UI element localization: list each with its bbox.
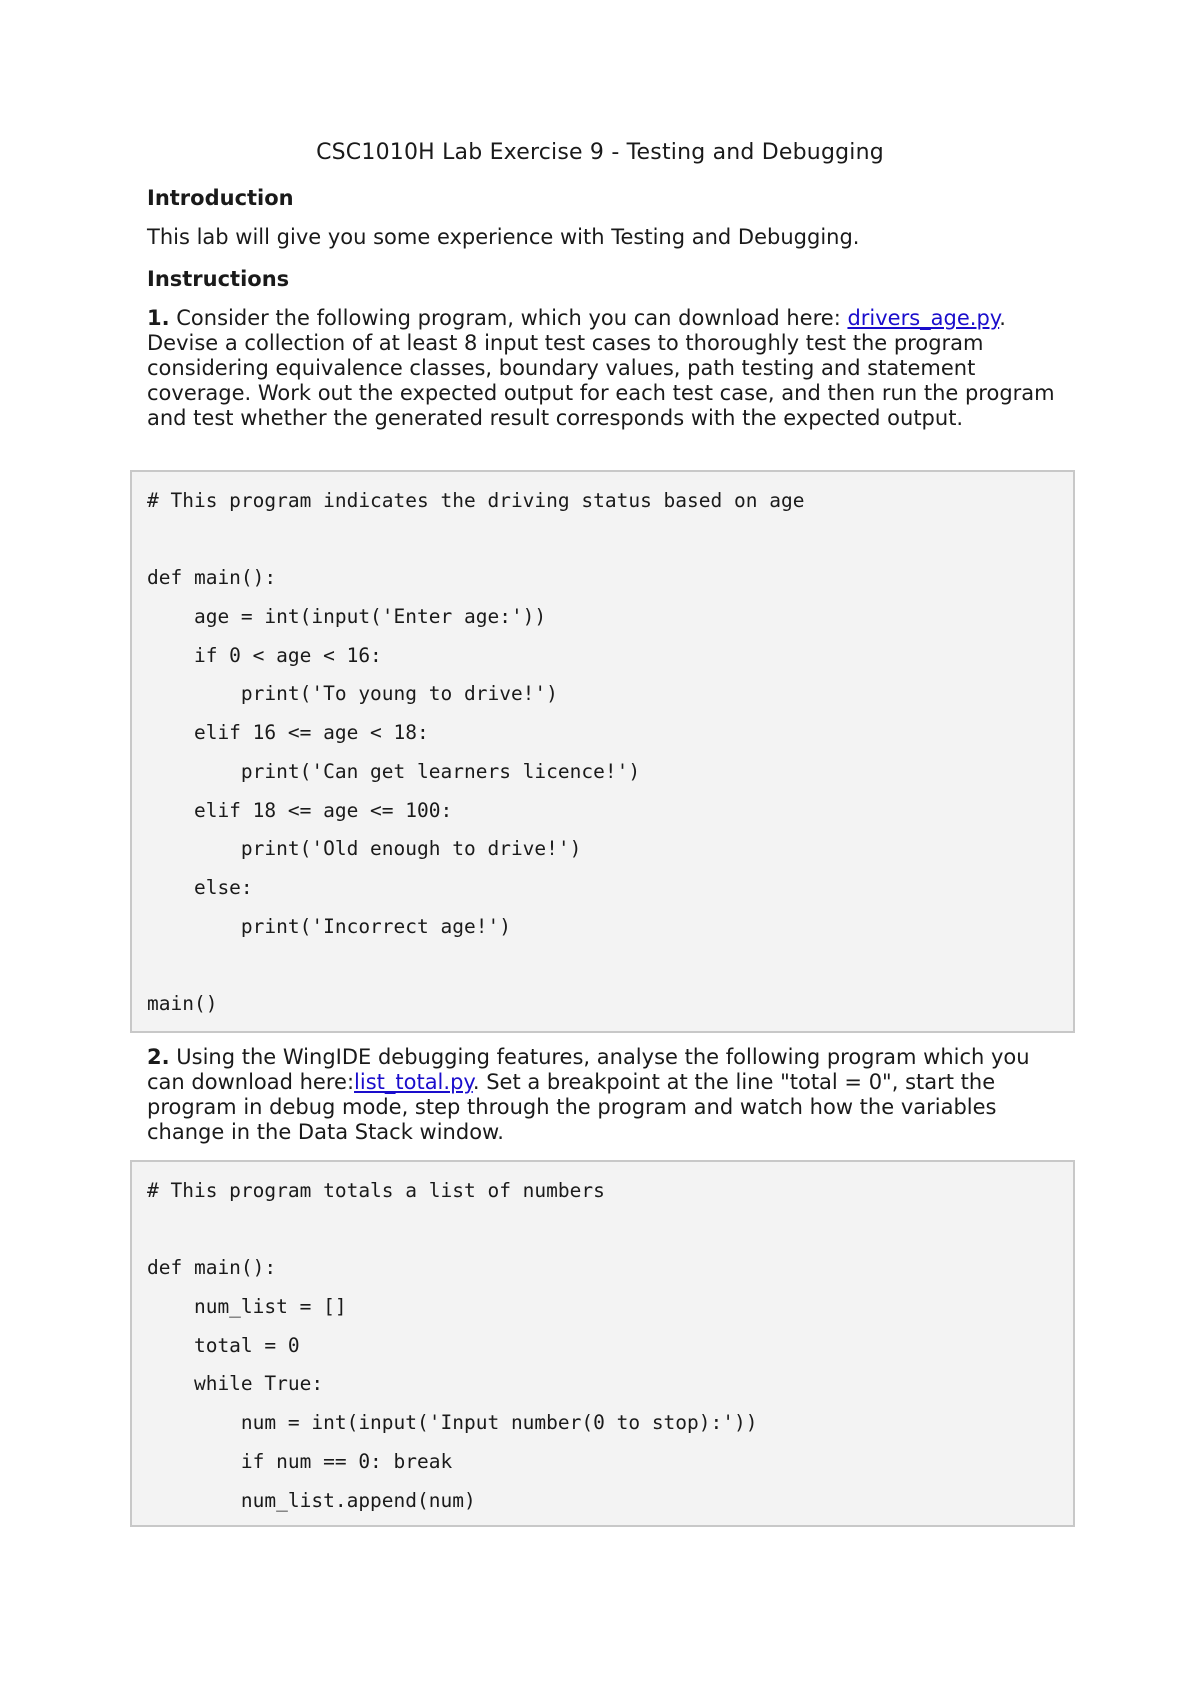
- code-line: num = int(input('Input number(0 to stop):')): [147, 1411, 758, 1435]
- document-title: CSC1010H Lab Exercise 9 - Testing and Debugging: [316, 140, 884, 165]
- code-line: elif 18 <= age <= 100:: [147, 798, 453, 822]
- code-line: print('To young to drive!'): [147, 682, 558, 706]
- code-line: num_list = []: [147, 1295, 347, 1319]
- code-line: age = int(input('Enter age:')): [147, 605, 547, 629]
- code-line: num_list.append(num): [147, 1488, 476, 1512]
- code-line: def main():: [147, 566, 277, 590]
- code-line: # This program totals a list of numbers: [147, 1179, 605, 1202]
- step-2-paragraph: [147, 1045, 1057, 1145]
- step-2-text-before: Using the WingIDE debugging features, analyse the following program which you can download here:: [147, 1045, 1030, 1094]
- code-line: elif 16 <= age < 18:: [147, 721, 429, 745]
- code-line: else:: [147, 875, 253, 899]
- list-total-link[interactable]: list_total.py: [354, 1070, 473, 1094]
- list-total-code-block: [130, 1160, 1075, 1527]
- code-line: print('Old enough to drive!'): [147, 837, 582, 861]
- step-1-paragraph: [147, 306, 1057, 431]
- code-line: main(): [147, 991, 218, 1015]
- step-1-number: 1.: [147, 306, 170, 330]
- code-line: [147, 521, 1073, 560]
- code-line: if 0 < age < 16:: [147, 643, 382, 667]
- code-line: [147, 946, 1073, 985]
- code-line: print('Incorrect age!'): [147, 914, 511, 938]
- code-line: total = 0: [147, 1333, 300, 1357]
- drivers-age-code-block: [130, 470, 1075, 1033]
- code-line: [147, 1211, 1073, 1250]
- code-line: if num == 0: break: [147, 1449, 453, 1473]
- step-2-text-after: . Set a breakpoint at the line "total = 0", start the program in debug mode, step through the program and watch how the variables change in the Data Stack window.: [147, 1070, 997, 1144]
- code-line: print('Can get learners licence!'): [147, 759, 641, 783]
- introduction-heading: Introduction: [147, 186, 294, 210]
- introduction-text: This lab will give you some experience with Testing and Debugging.: [147, 225, 860, 249]
- step-1-text-before: Consider the following program, which you can download here:: [169, 306, 848, 330]
- step-2-number: 2.: [147, 1045, 170, 1069]
- code-line: # This program indicates the driving status based on age: [147, 489, 805, 512]
- code-line: while True:: [147, 1372, 324, 1396]
- step-1-text-after: . Devise a collection of at least 8 input test cases to thoroughly test the program considering equivalence classes, boundary values, path testing and statement coverage. Work out the expected output for each test case, and then run the program and test whether the generated result corresponds with the expected output.: [147, 306, 1055, 430]
- drivers-age-link[interactable]: drivers_age.py: [847, 306, 1000, 330]
- code-line: def main():: [147, 1256, 277, 1280]
- instructions-heading: Instructions: [147, 267, 290, 291]
